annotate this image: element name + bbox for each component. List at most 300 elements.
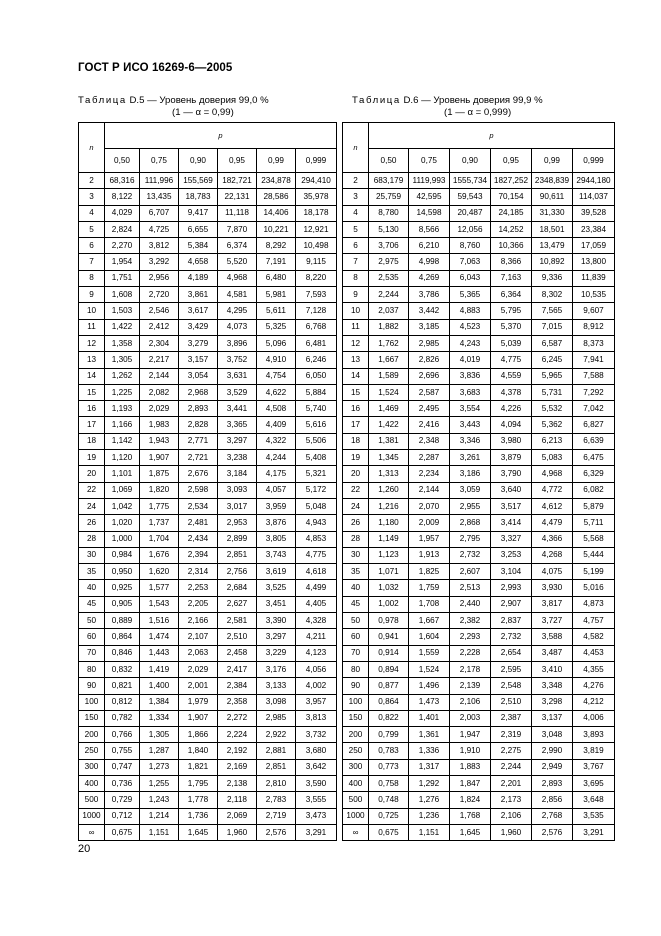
value-cell: 2,922 [257, 727, 296, 743]
value-cell: 2,458 [218, 645, 257, 661]
value-cell: 2,082 [140, 384, 179, 400]
value-cell: 2,270 [105, 238, 140, 254]
value-cell: 5,096 [257, 335, 296, 351]
value-cell: 13,800 [573, 254, 615, 270]
value-cell: 3,414 [491, 515, 532, 531]
value-cell: 0,925 [105, 580, 140, 596]
value-cell: 1,305 [140, 727, 179, 743]
table-row [79, 792, 337, 808]
value-cell: 1,821 [179, 759, 218, 775]
value-cell: 1,400 [140, 678, 179, 694]
value-cell: 5,616 [296, 417, 337, 433]
value-cell: 2,412 [140, 319, 179, 335]
value-cell: 20,487 [450, 205, 491, 221]
value-cell: 1,292 [409, 775, 450, 791]
value-cell: 6,827 [573, 417, 615, 433]
value-cell: 3,410 [532, 661, 573, 677]
table-row [79, 531, 337, 547]
table-row [343, 173, 615, 189]
value-cell: 4,508 [257, 401, 296, 417]
value-cell: 1,358 [105, 335, 140, 351]
value-cell: 2,003 [450, 710, 491, 726]
value-cell: 2,732 [491, 629, 532, 645]
value-cell: 8,366 [491, 254, 532, 270]
value-cell: 3,876 [257, 515, 296, 531]
n-value-cell: 150 [79, 710, 105, 726]
n-value-cell: 7 [343, 254, 369, 270]
value-cell: 10,892 [532, 254, 573, 270]
value-cell: 18,178 [296, 205, 337, 221]
n-value-cell: 26 [343, 515, 369, 531]
value-cell: 1,645 [179, 824, 218, 840]
n-value-cell: 45 [343, 596, 369, 612]
table-row [343, 482, 615, 498]
value-cell: 4,355 [573, 661, 615, 677]
value-cell: 2,732 [450, 547, 491, 563]
value-cell: 4,276 [573, 678, 615, 694]
table-row [343, 270, 615, 286]
value-cell: 3,642 [296, 759, 337, 775]
table-row [343, 238, 615, 254]
value-cell: 294,410 [296, 173, 337, 189]
value-cell: 2,720 [140, 287, 179, 303]
value-cell: 3,631 [218, 368, 257, 384]
value-cell: 3,093 [218, 482, 257, 498]
value-cell: 2,587 [409, 384, 450, 400]
value-cell: 7,191 [257, 254, 296, 270]
value-cell: 3,441 [218, 401, 257, 417]
value-cell: 1,883 [450, 759, 491, 775]
n-value-cell: 9 [343, 287, 369, 303]
value-cell: 2,138 [218, 775, 257, 791]
value-cell: 10,366 [491, 238, 532, 254]
value-cell: 4,775 [491, 352, 532, 368]
value-cell: 114,037 [573, 189, 615, 205]
value-cell: 5,506 [296, 433, 337, 449]
value-cell: 6,481 [296, 335, 337, 351]
value-cell: 8,122 [105, 189, 140, 205]
value-cell: 1,336 [409, 743, 450, 759]
value-cell: 2,382 [450, 613, 491, 629]
value-cell: 1,305 [105, 352, 140, 368]
value-cell: 4,998 [409, 254, 450, 270]
value-cell: 5,965 [532, 368, 573, 384]
value-cell: 2,173 [491, 792, 532, 808]
value-cell: 13,435 [140, 189, 179, 205]
value-cell: 3,059 [450, 482, 491, 498]
table-row [343, 808, 615, 824]
value-cell: 4,094 [491, 417, 532, 433]
value-cell: 1,604 [409, 629, 450, 645]
n-value-cell: 100 [343, 694, 369, 710]
value-cell: 10,498 [296, 238, 337, 254]
n-value-cell: 30 [79, 547, 105, 563]
value-cell: 2,654 [491, 645, 532, 661]
value-cell: 2,595 [491, 661, 532, 677]
value-cell: 3,157 [179, 352, 218, 368]
value-cell: 2,548 [491, 678, 532, 694]
table-row [343, 189, 615, 205]
value-cell: 2,676 [179, 466, 218, 482]
value-cell: 1,620 [140, 564, 179, 580]
p-value-header: 0,99 [257, 149, 296, 173]
value-cell: 9,607 [573, 303, 615, 319]
n-value-cell: 13 [79, 352, 105, 368]
value-cell: 1,516 [140, 613, 179, 629]
value-cell: 2,224 [218, 727, 257, 743]
n-value-cell: 15 [79, 384, 105, 400]
n-value-cell: 250 [343, 743, 369, 759]
table-row [79, 189, 337, 205]
value-cell: 1,608 [105, 287, 140, 303]
n-value-cell: 500 [343, 792, 369, 808]
value-cell: 3,879 [491, 450, 532, 466]
n-value-cell: 22 [79, 482, 105, 498]
value-cell: 2,293 [450, 629, 491, 645]
value-cell: 5,795 [491, 303, 532, 319]
value-cell: 1,419 [140, 661, 179, 677]
table-row [343, 613, 615, 629]
value-cell: 4,943 [296, 515, 337, 531]
value-cell: 4,775 [296, 547, 337, 563]
value-cell: 6,374 [218, 238, 257, 254]
table-row [79, 254, 337, 270]
value-cell: 1827,252 [491, 173, 532, 189]
table-row [343, 384, 615, 400]
value-cell: 2,851 [218, 547, 257, 563]
value-cell: 2,416 [409, 417, 450, 433]
value-cell: 13,479 [532, 238, 573, 254]
value-cell: 1,960 [218, 824, 257, 840]
p-value-header: 0,90 [450, 149, 491, 173]
value-cell: 1,381 [369, 433, 409, 449]
n-value-cell: 300 [343, 759, 369, 775]
value-cell: 3,279 [179, 335, 218, 351]
value-cell: 1555,734 [450, 173, 491, 189]
p-value-header: 0,95 [491, 149, 532, 173]
n-value-cell: 5 [79, 221, 105, 237]
n-value-cell: 10 [79, 303, 105, 319]
value-cell: 2,217 [140, 352, 179, 368]
value-cell: 8,780 [369, 205, 409, 221]
n-value-cell: 35 [343, 564, 369, 580]
value-cell: 3,261 [450, 450, 491, 466]
value-cell: 11,118 [218, 205, 257, 221]
value-cell: 0,736 [105, 775, 140, 791]
value-cell: 7,292 [573, 384, 615, 400]
value-cell: 6,246 [296, 352, 337, 368]
value-cell: 6,587 [532, 335, 573, 351]
value-cell: 5,611 [257, 303, 296, 319]
value-cell: 7,593 [296, 287, 337, 303]
value-cell: 8,912 [573, 319, 615, 335]
value-cell: 5,172 [296, 482, 337, 498]
n-value-cell: 20 [79, 466, 105, 482]
value-cell: 1,002 [369, 596, 409, 612]
value-cell: 2,304 [140, 335, 179, 351]
n-value-cell: 22 [343, 482, 369, 498]
table-d6 [342, 122, 615, 841]
value-cell: 3,861 [179, 287, 218, 303]
p-value-header: 0,999 [296, 149, 337, 173]
value-cell: 9,417 [179, 205, 218, 221]
value-cell: 2,063 [179, 645, 218, 661]
value-cell: 1,214 [140, 808, 179, 824]
table-row [343, 254, 615, 270]
table-row [79, 547, 337, 563]
value-cell: 2,768 [532, 808, 573, 824]
table-d5-title: D.5 — Уровень доверия 99,0 % [129, 95, 269, 106]
value-cell: 25,759 [369, 189, 409, 205]
table-row [79, 775, 337, 791]
value-cell: 2,627 [218, 596, 257, 612]
value-cell: 1,676 [140, 547, 179, 563]
table-row [79, 205, 337, 221]
value-cell: 1,762 [369, 335, 409, 351]
table-row [79, 433, 337, 449]
n-value-cell: 80 [79, 661, 105, 677]
value-cell: 6,364 [491, 287, 532, 303]
value-cell: 5,048 [296, 498, 337, 514]
value-cell: 3,348 [532, 678, 573, 694]
value-cell: 111,996 [140, 173, 179, 189]
value-cell: 3,185 [409, 319, 450, 335]
value-cell: 3,137 [532, 710, 573, 726]
value-cell: 0,748 [369, 792, 409, 808]
value-cell: 3,297 [218, 433, 257, 449]
table-row [343, 515, 615, 531]
n-value-cell: 12 [79, 335, 105, 351]
value-cell: 1,795 [179, 775, 218, 791]
value-cell: 2,581 [218, 613, 257, 629]
value-cell: 1,334 [140, 710, 179, 726]
n-value-cell: 30 [343, 547, 369, 563]
p-value-header: 0,90 [179, 149, 218, 173]
value-cell: 1,225 [105, 384, 140, 400]
value-cell: 234,878 [257, 173, 296, 189]
value-cell: 3,104 [491, 564, 532, 580]
n-value-cell: 17 [79, 417, 105, 433]
value-cell: 1,983 [140, 417, 179, 433]
p-column-header: p [369, 123, 615, 149]
value-cell: 5,083 [532, 450, 573, 466]
table-row [79, 221, 337, 237]
table-row [79, 743, 337, 759]
value-cell: 1,503 [105, 303, 140, 319]
n-value-cell: 40 [79, 580, 105, 596]
table-row [79, 482, 337, 498]
value-cell: 7,870 [218, 221, 257, 237]
table-row [79, 759, 337, 775]
value-cell: 2,166 [179, 613, 218, 629]
value-cell: 8,566 [409, 221, 450, 237]
value-cell: 0,799 [369, 727, 409, 743]
value-cell: 5,016 [573, 580, 615, 596]
value-cell: 2,319 [491, 727, 532, 743]
value-cell: 0,894 [369, 661, 409, 677]
table-d5-caption [78, 95, 269, 119]
value-cell: 4,757 [573, 613, 615, 629]
n-value-cell: 11 [79, 319, 105, 335]
value-cell: 6,329 [573, 466, 615, 482]
n-value-cell: 24 [343, 498, 369, 514]
value-cell: 1,142 [105, 433, 140, 449]
table-row [79, 580, 337, 596]
value-cell: 3,836 [450, 368, 491, 384]
value-cell: 5,370 [491, 319, 532, 335]
value-cell: 4,002 [296, 678, 337, 694]
value-cell: 14,252 [491, 221, 532, 237]
table-row [343, 531, 615, 547]
value-cell: 1,384 [140, 694, 179, 710]
table-row [79, 270, 337, 286]
value-cell: 2,287 [409, 450, 450, 466]
value-cell: 3,930 [532, 580, 573, 596]
p-value-header: 0,999 [573, 149, 615, 173]
n-value-cell: 70 [343, 645, 369, 661]
table-row [343, 352, 615, 368]
table-d5-subtitle: (1 — α = 0,99) [172, 107, 234, 118]
value-cell: 7,128 [296, 303, 337, 319]
value-cell: 8,292 [257, 238, 296, 254]
value-cell: 0,783 [369, 743, 409, 759]
p-column-header: p [105, 123, 337, 149]
n-value-cell: 16 [343, 401, 369, 417]
value-cell: 2,009 [409, 515, 450, 531]
value-cell: 3,640 [491, 482, 532, 498]
n-value-cell: 6 [79, 238, 105, 254]
value-cell: 1,473 [409, 694, 450, 710]
value-cell: 0,675 [369, 824, 409, 840]
value-cell: 3,727 [532, 613, 573, 629]
value-cell: 0,782 [105, 710, 140, 726]
value-cell: 2,881 [257, 743, 296, 759]
value-cell: 2,893 [179, 401, 218, 417]
value-cell: 1,667 [409, 613, 450, 629]
value-cell: 5,325 [257, 319, 296, 335]
value-cell: 3,517 [491, 498, 532, 514]
table-row [79, 450, 337, 466]
value-cell: 3,429 [179, 319, 218, 335]
value-cell: 0,773 [369, 759, 409, 775]
value-cell: 1,910 [450, 743, 491, 759]
value-cell: 5,568 [573, 531, 615, 547]
value-cell: 1,193 [105, 401, 140, 417]
value-cell: 8,373 [573, 335, 615, 351]
value-cell: 4,499 [296, 580, 337, 596]
value-cell: 2,576 [257, 824, 296, 840]
value-cell: 2,756 [218, 564, 257, 580]
value-cell: 4,409 [257, 417, 296, 433]
value-cell: 6,213 [532, 433, 573, 449]
value-cell: 3,017 [218, 498, 257, 514]
value-cell: 5,520 [218, 254, 257, 270]
n-value-cell: 7 [79, 254, 105, 270]
n-value-cell: 1000 [79, 808, 105, 824]
table-row [79, 498, 337, 514]
value-cell: 1,032 [369, 580, 409, 596]
table-row [343, 629, 615, 645]
table-row [79, 466, 337, 482]
value-cell: 2,440 [450, 596, 491, 612]
n-value-cell: 19 [79, 450, 105, 466]
value-cell: 4,582 [573, 629, 615, 645]
value-cell: 1,957 [409, 531, 450, 547]
value-cell: 3,893 [573, 727, 615, 743]
value-cell: 3,451 [257, 596, 296, 612]
table-row [79, 352, 337, 368]
value-cell: 1,273 [140, 759, 179, 775]
value-cell: 3,473 [296, 808, 337, 824]
value-cell: 4,212 [573, 694, 615, 710]
value-cell: 10,221 [257, 221, 296, 237]
table-row [79, 384, 337, 400]
value-cell: 1,313 [369, 466, 409, 482]
value-cell: 2,001 [179, 678, 218, 694]
value-cell: 5,039 [491, 335, 532, 351]
value-cell: 0,821 [105, 678, 140, 694]
value-cell: 6,210 [409, 238, 450, 254]
value-cell: 1,443 [140, 645, 179, 661]
n-value-cell: 60 [79, 629, 105, 645]
p-value-header: 0,99 [532, 149, 573, 173]
n-value-cell: 70 [79, 645, 105, 661]
value-cell: 4,853 [296, 531, 337, 547]
value-cell: 7,941 [573, 352, 615, 368]
n-value-cell: 50 [343, 613, 369, 629]
value-cell: 3,617 [179, 303, 218, 319]
table-row [343, 319, 615, 335]
value-cell: 3,098 [257, 694, 296, 710]
n-value-cell: ∞ [343, 824, 369, 840]
value-cell: 6,050 [296, 368, 337, 384]
n-value-cell: 10 [343, 303, 369, 319]
value-cell: 0,812 [105, 694, 140, 710]
value-cell: 4,658 [179, 254, 218, 270]
table-row [343, 792, 615, 808]
table-row [343, 335, 615, 351]
value-cell: 4,019 [450, 352, 491, 368]
value-cell: 6,655 [179, 221, 218, 237]
value-cell: 2,956 [140, 270, 179, 286]
n-value-cell: 50 [79, 613, 105, 629]
value-cell: 4,243 [450, 335, 491, 351]
value-cell: 6,768 [296, 319, 337, 335]
value-cell: 1,704 [140, 531, 179, 547]
n-column-header: n [79, 123, 105, 173]
value-cell: 2,783 [257, 792, 296, 808]
value-cell: 2,535 [369, 270, 409, 286]
n-value-cell: 9 [79, 287, 105, 303]
value-cell: 4,754 [257, 368, 296, 384]
table-row [79, 515, 337, 531]
value-cell: 2,837 [491, 613, 532, 629]
value-cell: 0,712 [105, 808, 140, 824]
value-cell: 22,131 [218, 189, 257, 205]
n-value-cell: 40 [343, 580, 369, 596]
value-cell: 1,960 [491, 824, 532, 840]
table-row [343, 498, 615, 514]
value-cell: 4,612 [532, 498, 573, 514]
value-cell: 2348,839 [532, 173, 573, 189]
value-cell: 5,365 [450, 287, 491, 303]
value-cell: 5,879 [573, 498, 615, 514]
n-value-cell: 90 [343, 678, 369, 694]
value-cell: 4,189 [179, 270, 218, 286]
table-row [79, 727, 337, 743]
value-cell: 4,366 [532, 531, 573, 547]
value-cell: 31,330 [532, 205, 573, 221]
